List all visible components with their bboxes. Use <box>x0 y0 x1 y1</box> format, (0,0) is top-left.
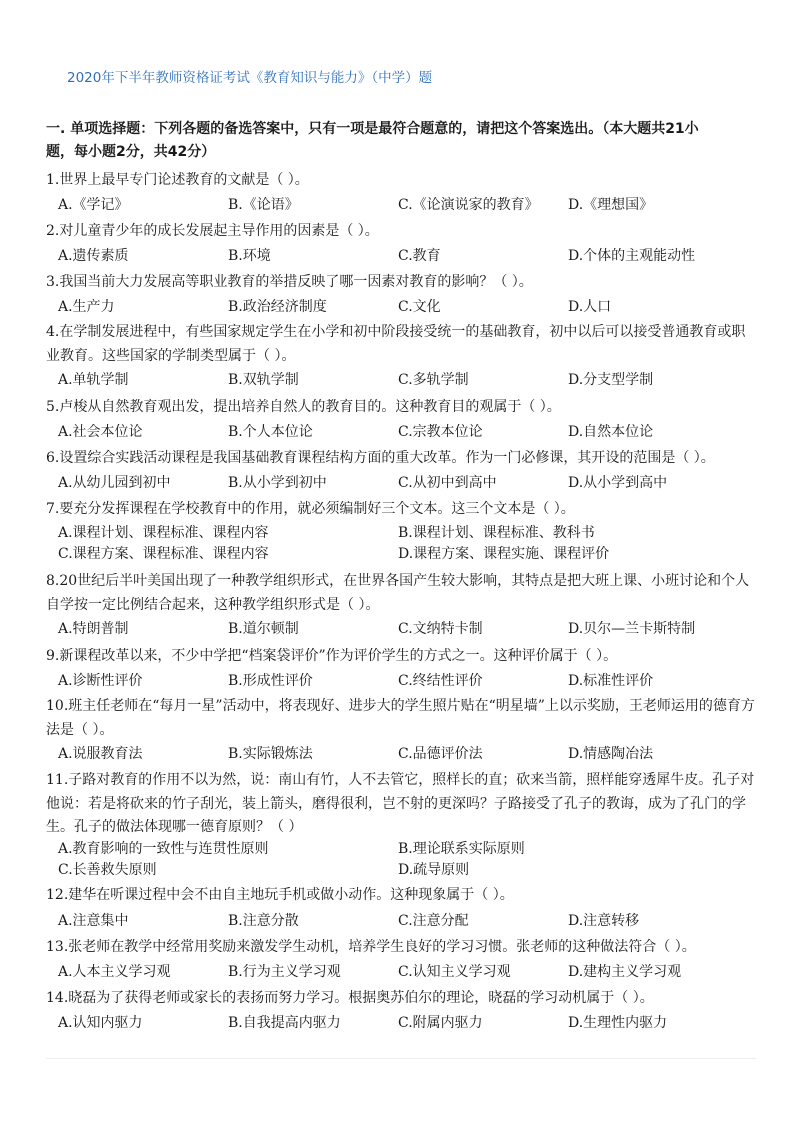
option-b: B.个人本位论 <box>228 424 313 440</box>
question-10-text: 10.班主任老师在“每月一星”活动中，将表现好、进步大的学生照片贴在“明星墙”上以示奖励，王老师运用的德育方法是（ ）。 <box>46 698 755 738</box>
option-d: D.课程方案、课程实施、课程评价 <box>398 546 610 562</box>
section-heading-line-1: 一. 单项选择题：下列各题的备选答案中，只有一项是最符合题意的，请把这个答案选出。（本大题共21小 <box>46 121 699 137</box>
page-divider <box>46 1058 756 1059</box>
option-a: A.注意集中 <box>58 913 129 929</box>
option-b: B.课程计划、课程标准、教科书 <box>398 525 595 541</box>
option-b: B.《论语》 <box>228 197 299 213</box>
question-12-options <box>58 910 758 932</box>
question-9-options <box>58 670 758 692</box>
option-c: C.文化 <box>398 299 441 315</box>
option-c: C.注意分配 <box>398 913 469 929</box>
question-6-text: 6.设置综合实践活动课程是我国基础教育课程结构方面的重大改革。作为一门必修课，其开设的范围是（ ）。 <box>46 450 715 466</box>
question-5-text: 5.卢梭从自然教育观出发，提出培养自然人的教育目的。这种教育目的观属于（ ）。 <box>46 399 561 415</box>
option-c: C.长善救失原则 <box>58 862 157 878</box>
question-1-options <box>58 194 758 216</box>
options-row <box>58 860 758 881</box>
option-d: D.建构主义学习观 <box>568 964 682 980</box>
question-2-text: 2.对儿童青少年的成长发展起主导作用的因素是（ ）。 <box>46 223 379 239</box>
option-c: C.从初中到高中 <box>398 475 497 491</box>
option-d: D.标准性评价 <box>568 673 654 689</box>
question-13-text: 13.张老师在教学中经常用奖励来激发学生动机，培养学生良好的学习习惯。张老师的这种做法符合（ ）。 <box>46 939 696 955</box>
option-d: D.《理想国》 <box>568 197 654 213</box>
question-4-text: 4.在学制发展进程中，有些国家规定学生在小学和初中阶段接受统一的基础教育，初中以后可以接受普通教育或职业教育。这些国家的学制类型属于（ ）。 <box>46 324 746 364</box>
question-5-options <box>58 421 758 443</box>
option-a: A.单轨学制 <box>58 372 129 388</box>
option-c: C.多轨学制 <box>398 372 469 388</box>
option-b: B.从小学到初中 <box>228 475 327 491</box>
option-d: D.从小学到高中 <box>568 475 668 491</box>
options-row <box>58 544 758 565</box>
option-c: C.品德评价法 <box>398 746 483 762</box>
option-b: B.自我提高内驱力 <box>228 1015 341 1031</box>
section-heading <box>46 118 756 164</box>
option-c: C.宗教本位论 <box>398 424 483 440</box>
question-8-text: 8.20世纪后半叶美国出现了一种教学组织形式，在世界各国产生较大影响，其特点是把大班上课、小班讨论和个人自学按一定比例结合起来，这种教学组织形式是（ ）。 <box>46 573 750 613</box>
option-b: B.双轨学制 <box>228 372 299 388</box>
option-b: B.政治经济制度 <box>228 299 327 315</box>
option-a: A.认知内驱力 <box>58 1015 143 1031</box>
question-11-options <box>58 839 758 881</box>
question-1-text: 1.世界上最早专门论述教育的文献是（ ）。 <box>46 172 309 188</box>
question-7-options <box>58 523 758 565</box>
option-a: A.教育影响的一致性与连贯性原则 <box>58 841 269 857</box>
question-12-text: 12.建华在听课过程中会不由自主地玩手机或做小动作。这种现象属于（ ）。 <box>46 887 514 903</box>
options-row <box>58 523 758 544</box>
option-a: A.诊断性评价 <box>58 673 143 689</box>
question-14-options <box>58 1012 758 1034</box>
option-d: D.自然本位论 <box>568 424 654 440</box>
option-b: B.形成性评价 <box>228 673 313 689</box>
option-c: C.《论演说家的教育》 <box>398 197 539 213</box>
question-14-text: 14.晓磊为了获得老师或家长的表扬而努力学习。根据奥苏伯尔的理论，晓磊的学习动机属于（ ）。 <box>46 990 654 1006</box>
option-a: A.社会本位论 <box>58 424 143 440</box>
option-d: D.人口 <box>568 299 612 315</box>
option-b: B.理论联系实际原则 <box>398 841 525 857</box>
option-b: B.实际锻炼法 <box>228 746 313 762</box>
question-8-options <box>58 618 758 640</box>
option-c: C.课程方案、课程标准、课程内容 <box>58 546 269 562</box>
question-7-text: 7.要充分发挥课程在学校教育中的作用，就必须编制好三个文本。这三个文本是（ ）。 <box>46 501 575 517</box>
option-a: A.说服教育法 <box>58 746 143 762</box>
question-2-options <box>58 245 758 267</box>
option-a: A.《学记》 <box>58 197 129 213</box>
option-a: A.遗传素质 <box>58 248 129 264</box>
question-9-text: 9.新课程改革以来，不少中学把“档案袋评价”作为评价学生的方式之一。这种评价属于（ ）。 <box>46 648 618 664</box>
option-a: A.特朗普制 <box>58 621 129 637</box>
question-6-options <box>58 472 758 494</box>
option-a: A.课程计划、课程标准、课程内容 <box>58 525 269 541</box>
option-b: B.行为主义学习观 <box>228 964 341 980</box>
option-b: B.环境 <box>228 248 271 264</box>
question-4-options <box>58 369 758 391</box>
question-13-options <box>58 961 758 983</box>
document-title: 2020年下半年教师资格证考试《教育知识与能力》（中学）题 <box>67 70 433 86</box>
option-d: D.个体的主观能动性 <box>568 248 696 264</box>
option-d: D.贝尔—兰卡斯特制 <box>568 621 696 637</box>
option-d: D.疏导原则 <box>398 862 470 878</box>
option-d: D.分支型学制 <box>568 372 654 388</box>
option-a: A.从幼儿园到初中 <box>58 475 171 491</box>
section-heading-line-2: 题，每小题2分，共42分） <box>46 144 216 160</box>
option-a: A.人本主义学习观 <box>58 964 171 980</box>
option-c: C.认知主义学习观 <box>398 964 511 980</box>
option-c: C.文纳特卡制 <box>398 621 483 637</box>
option-c: C.附属内驱力 <box>398 1015 483 1031</box>
question-3-options <box>58 296 758 318</box>
question-10-options <box>58 743 758 765</box>
question-11-text: 11.子路对教育的作用不以为然，说：南山有竹，人不去管它，照样长的直；砍来当箭，照样能穿透犀牛皮。孔子对他说：若是将砍来的竹子刮光，装上箭头，磨得很利，岂不射的更深吗？子路接受了孔子的教诲，成为了孔门的学生。孔子的做法体现哪一德育原则？（ ） <box>46 772 755 835</box>
option-c: C.终结性评价 <box>398 673 483 689</box>
option-b: B.道尔顿制 <box>228 621 299 637</box>
option-a: A.生产力 <box>58 299 115 315</box>
question-3-text: 3.我国当前大力发展高等职业教育的举措反映了哪一因素对教育的影响？（ ）。 <box>46 274 533 290</box>
option-d: D.生理性内驱力 <box>568 1015 668 1031</box>
option-c: C.教育 <box>398 248 441 264</box>
option-b: B.注意分散 <box>228 913 299 929</box>
option-d: D.注意转移 <box>568 913 640 929</box>
options-row <box>58 839 758 860</box>
option-d: D.情感陶冶法 <box>568 746 654 762</box>
